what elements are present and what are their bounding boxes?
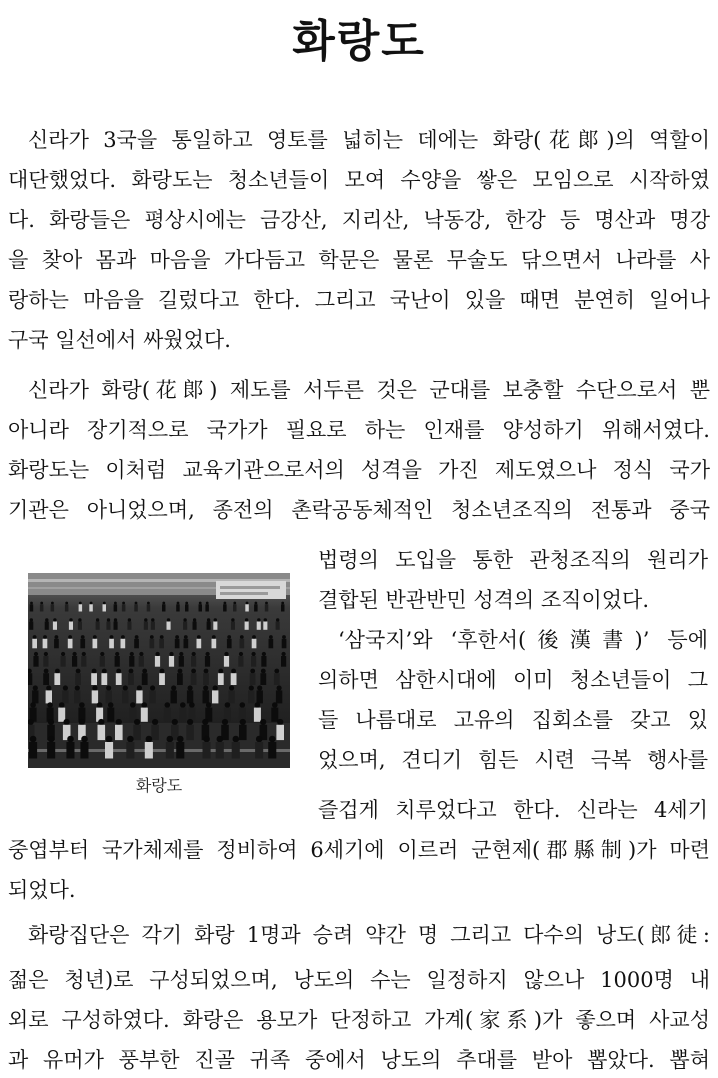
body-text-line: 중엽부터 국가체제를 정비하여 6세기에 이르러 군현제(郡縣制)가 마련 [8,838,710,862]
body-text-line: 들 나름대로 고유의 집회소를 갖고 있 [318,708,708,732]
body-text-line: 결합된 반관반민 성격의 조직이었다. [318,588,649,612]
body-text-line: 외로 구성하였다. 화랑은 용모가 단정하고 가계(家系)가 좋으며 사교성 [8,1008,710,1032]
body-text-line: 아니라 장기적으로 국가가 필요로 하는 인재를 양성하기 위해서였다. [8,418,710,442]
body-text-line: 법령의 도입을 통한 관청조직의 원리가 [318,548,708,572]
body-text-line: 화랑도는 이처럼 교육기관으로서의 성격을 가진 제도였으나 정식 국가 [8,458,710,482]
body-text-line: 즐겁게 치루었다고 한다. 신라는 4세기 [318,798,708,822]
page-title: 화랑도 [292,16,426,67]
photo-caption: 화랑도 [135,776,183,795]
body-text-line: 화랑집단은 각기 화랑 1명과 승려 약간 명 그리고 다수의 낭도(郎徒: [28,923,710,947]
body-text-line: ‘삼국지’와 ‘후한서(後漢書)’ 등에 [338,628,708,652]
body-text-line: 신라가 화랑(花郞) 제도를 서두른 것은 군대를 보충할 수단으로서 뿐 [28,378,710,402]
body-text-line: 었으며, 견디기 힘든 시련 극복 행사를 [318,748,708,772]
body-text-line: 다. 화랑들은 평상시에는 금강산, 지리산, 낙동강, 한강 등 명산과 명강 [8,208,710,232]
hwarangdo-photo [28,573,290,768]
body-text-line: 대단했었다. 화랑도는 청소년들이 모여 수양을 쌓은 모임으로 시작하였 [8,168,710,192]
body-text-line: 되었다. [8,878,76,902]
body-text-line: 을 찾아 몸과 마음을 가다듬고 학문은 물론 무술도 닦으면서 나라를 사 [8,248,710,272]
body-text-line: 의하면 삼한시대에 이미 청소년들이 그 [318,668,708,692]
body-text-line: 기관은 아니었으며, 종전의 촌락공동체적인 청소년조직의 전통과 중국 [8,498,710,522]
body-text-line: 신라가 3국을 통일하고 영토를 넓히는 데에는 화랑(花郞)의 역할이 [28,128,710,152]
body-text-line: 과 유머가 풍부한 진골 귀족 중에서 낭도의 추대를 받아 뽑았다. 뽑혀 [8,1048,710,1072]
body-text-line: 구국 일선에서 싸웠었다. [8,328,231,352]
body-text-line: 랑하는 마음을 길렀다고 한다. 그리고 국난이 있을 때면 분연히 일어나 [8,288,710,312]
body-text-line: 젊은 청년)로 구성되었으며, 낭도의 수는 일정하지 않으나 1000명 내 [8,968,710,992]
